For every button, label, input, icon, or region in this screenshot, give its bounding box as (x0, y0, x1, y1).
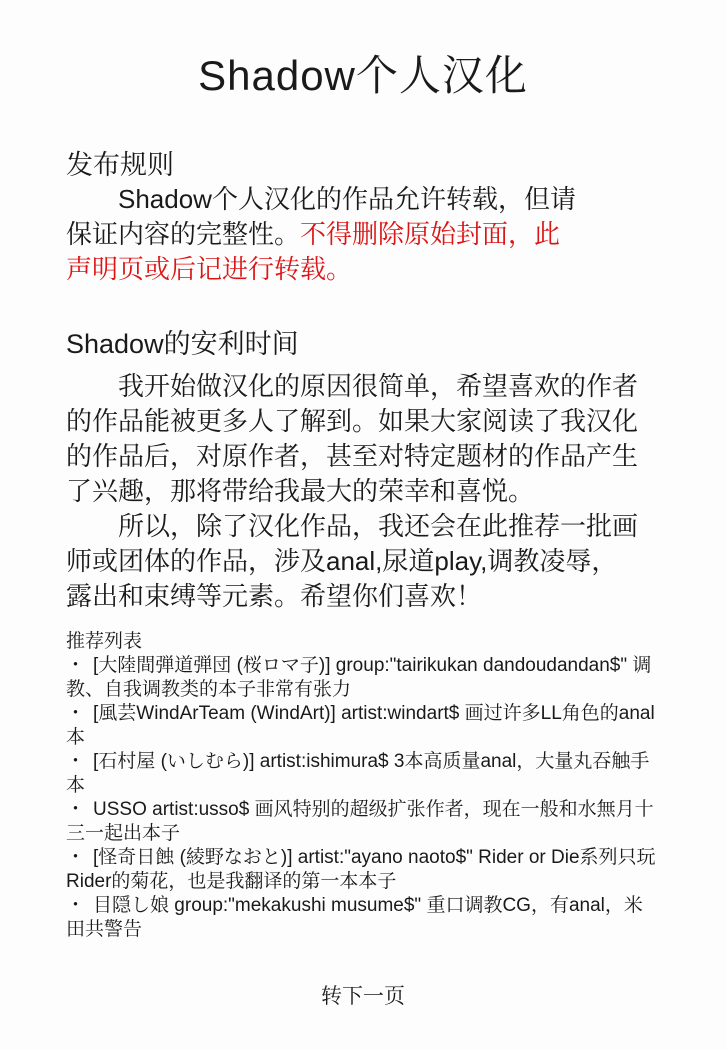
list-item-text: USSO artist:usso$ 画风特别的超级扩张作者，现在一般和水無月十三一起出本子 (66, 799, 654, 844)
list-item (66, 798, 660, 846)
rules-warning-text: 不得删除原始封面，此 (300, 219, 561, 249)
paragraph-line: 师或团体的作品，涉及anal,尿道play,调教凌辱， (66, 546, 618, 576)
footer-page-nav: 转下一页 (321, 985, 405, 1008)
bullet-icon: ・ (66, 655, 86, 676)
paragraph-line: 的作品后，对原作者，甚至对特定题材的作品产生 (66, 441, 639, 471)
bullet-icon: ・ (66, 751, 86, 772)
list-item (66, 654, 660, 702)
paragraph-line: 所以，除了汉化作品，我还会在此推荐一批画 (118, 511, 639, 541)
recommend-paragraphs (66, 369, 660, 614)
bullet-icon: ・ (66, 895, 86, 916)
paragraph-line: 了兴趣，那将带给我最大的荣幸和喜悦。 (66, 476, 535, 506)
rules-line (66, 217, 660, 252)
list-heading: 推荐列表 (66, 631, 143, 652)
recommend-section (66, 327, 660, 614)
page-title: Shadow个人汉化 (198, 52, 528, 99)
list-item-text: [大陸間弾道弾団 (桜ロマ子)] group:"tairikukan dandoudandan$" 调教、自我调教类的本子非常有张力 (66, 655, 652, 700)
rules-heading: 发布规则 (66, 150, 174, 180)
list-item (66, 750, 660, 798)
rules-section (66, 148, 660, 287)
bullet-icon: ・ (66, 799, 86, 820)
paragraph-line: 我开始做汉化的原因很简单，希望喜欢的作者 (118, 371, 639, 401)
recommend-heading: Shadow的安利时间 (66, 329, 299, 359)
recommend-list-section (66, 630, 660, 942)
paragraph-line: 露出和束缚等元素。希望你们喜欢！ (66, 581, 483, 611)
list-item (66, 846, 660, 894)
rules-warning-text: 声明页或后记进行转载。 (66, 254, 353, 284)
paragraph-line: 的作品能被更多人了解到。如果大家阅读了我汉化 (66, 406, 639, 436)
list-item-text: [風芸WindArTeam (WindArt)] artist:windart$ 画过许多LL角色的anal本 (66, 703, 655, 748)
list-item-text: [怪奇日蝕 (綾野なおと)] artist:"ayano naoto$" Rider or Die系列只玩Rider的菊花，也是我翻译的第一本本子 (66, 847, 656, 892)
list-item (66, 894, 660, 942)
rules-line: Shadow个人汉化的作品允许转载，但请 (118, 184, 576, 214)
bullet-icon: ・ (66, 703, 86, 724)
rules-text: 保证内容的完整性。 (66, 219, 301, 249)
list-item-text: [石村屋 (いしむら)] artist:ishimura$ 3本高质量anal，大量丸吞触手本 (66, 751, 650, 796)
list-item-text: 目隠し娘 group:"mekakushi musume$" 重口调教CG，有anal，米田共警告 (66, 895, 643, 940)
bullet-icon: ・ (66, 847, 86, 868)
list-item (66, 702, 660, 750)
